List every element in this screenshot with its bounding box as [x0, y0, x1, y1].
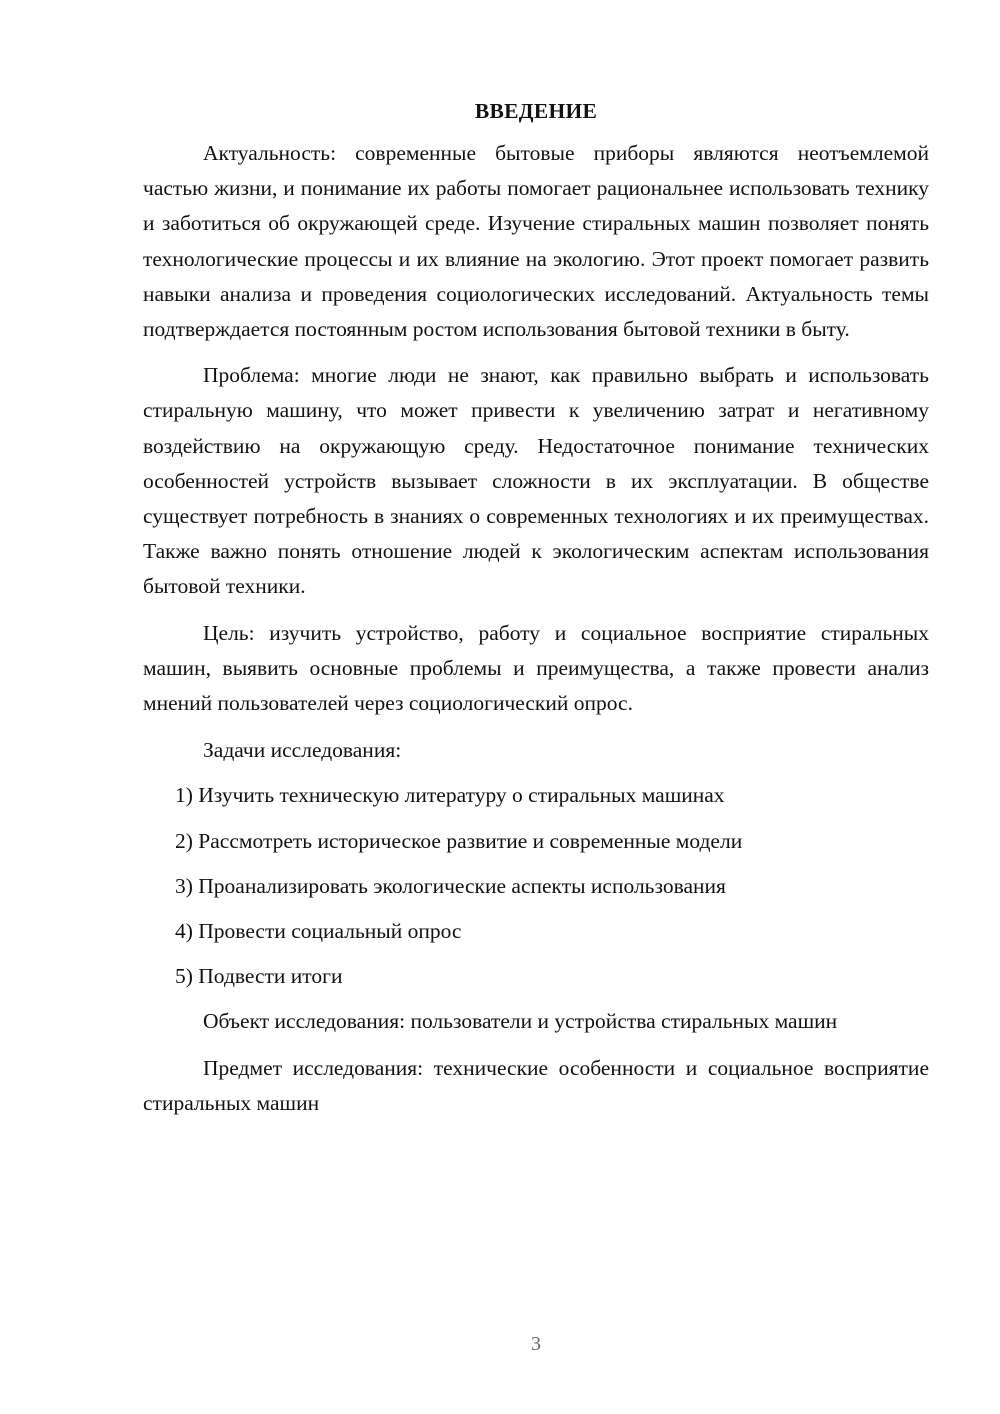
tasks-title: Задачи исследования: — [203, 738, 402, 763]
problem-paragraph: Проблема: многие люди не знают, как правильно выбрать и использовать стиральную машину, что может привести к увеличению затрат и негативному воздействию на окружающую среду. Недостаточное понимание технических особенностей устройств вызывает сложности в их эксплуатации. В обществе существует потребность в знаниях о современных технологиях и их преимуществах. Также важно понять отношение людей к экологическим аспектам использования бытовой техники. — [143, 363, 929, 599]
tasks-list — [143, 778, 929, 994]
page-number: 3 — [531, 1333, 541, 1355]
relevance-paragraph: Актуальность: современные бытовые приборы являются неотъемлемой частью жизни, и понимание их работы помогает рациональнее использовать технику и заботиться об окружающей среде. Изучение стиральных машин позволяет понять технологические процессы и их влияние на экологию. Этот проект помогает развить навыки анализа и проведения социологических исследований. Актуальность темы подтверждается постоянным ростом использования бытовой техники в быту. — [143, 141, 929, 342]
task-item: 4) Провести социальный опрос — [175, 919, 462, 944]
goal-paragraph: Цель: изучить устройство, работу и социальное восприятие стиральных машин, выявить основные проблемы и преимущества, а также провести анализ мнений пользователей через социологический опрос. — [143, 620, 929, 716]
task-item: 2) Рассмотреть историческое развитие и современные модели — [175, 828, 743, 853]
object-paragraph: Объект исследования: пользователи и устройства стиральных машин — [203, 1009, 838, 1034]
subject-paragraph: Предмет исследования: технические особенности и социальное восприятие стиральных машин — [143, 1055, 929, 1115]
task-item: 1) Изучить техническую литературу о стиральных машинах — [175, 783, 725, 808]
task-item: 3) Проанализировать экологические аспекты использования — [175, 873, 726, 898]
task-item: 5) Подвести итоги — [175, 964, 343, 989]
page-title: ВВЕДЕНИЕ — [474, 99, 598, 123]
document-page — [143, 92, 929, 1132]
